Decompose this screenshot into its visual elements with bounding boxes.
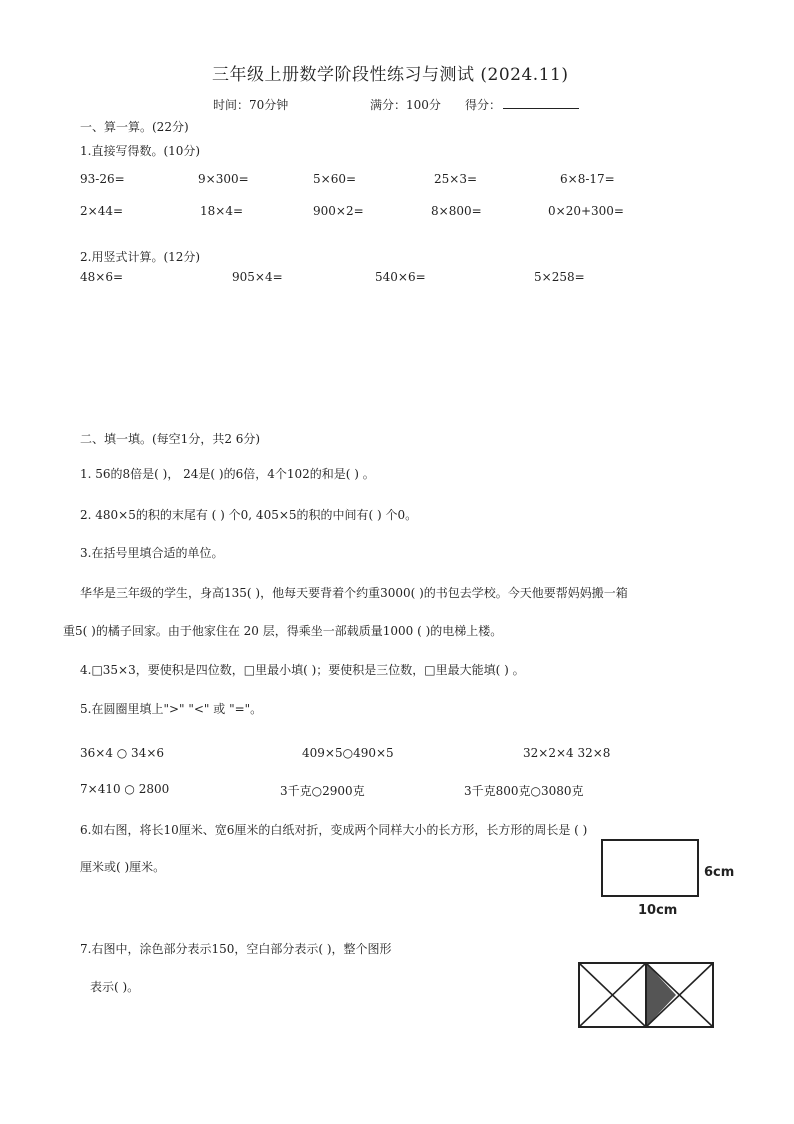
calc-item: 25×3=	[434, 172, 478, 186]
section2-q5-label: 5.在圆圈里填上">" "<" 或 "="。	[80, 702, 263, 716]
vertical-calc-item: 905×4=	[232, 270, 283, 284]
section2-heading: 二、填一填。(每空1分，共2 6分)	[80, 432, 261, 446]
section2-q4: 4.□35×3，要使积是四位数，□里最小填( )；要使积是三位数，□里最大能填( ) 。	[80, 663, 525, 677]
section2-q6-line1: 6.如右图，将长10厘米、宽6厘米的白纸对折，变成两个同样大小的长方形，长方形的周长是 ( )	[80, 823, 588, 837]
section2-q3-line1: 华华是三年级的学生，身高135( )，他每天要背着个约重3000( )的书包去学校。今天他要帮妈妈搬一箱	[80, 586, 628, 600]
section2-q7-line1: 7.右图中，涂色部分表示150，空白部分表示( )，整个图形	[80, 942, 392, 956]
calc-item: 8×800=	[431, 204, 482, 218]
section2-q7-line2: 表示( )。	[90, 980, 140, 994]
calc-item: 6×8-17=	[560, 172, 615, 186]
compare-item: 36×4 ○ 34×6	[80, 746, 165, 760]
section2-q3-label: 3.在括号里填合适的单位。	[80, 546, 224, 560]
calc-item: 93-26=	[80, 172, 125, 186]
score-field	[465, 96, 579, 113]
rectangle-width-label: 10cm	[638, 903, 678, 918]
section1-q2-label: 2.用竖式计算。(12分)	[80, 250, 201, 264]
page-title: 三年级上册数学阶段性练习与测试 (2024.11)	[212, 65, 569, 85]
vertical-calc-item: 540×6=	[375, 270, 426, 284]
calc-item: 900×2=	[313, 204, 364, 218]
section2-q1: 1. 56的8倍是( )， 24是( )的6倍，4个102的和是( ) 。	[80, 467, 375, 481]
calc-item: 2×44=	[80, 204, 124, 218]
vertical-calc-item: 5×258=	[534, 270, 585, 284]
score-label: 得分：	[465, 98, 502, 112]
calc-item: 9×300=	[198, 172, 249, 186]
calc-item: 18×4=	[200, 204, 244, 218]
compare-item: 3千克○2900克	[280, 784, 365, 798]
time-limit: 时间：70分钟	[213, 98, 289, 112]
section2-q3-line2: 重5( )的橘子回家。由于他家住在 20 层，得乘坐一部载质量1000 ( )的电梯上楼。	[63, 624, 503, 638]
section2-q6-line2: 厘米或( )厘米。	[80, 860, 166, 874]
shaded-figure	[574, 955, 720, 1037]
section2-q2: 2. 480×5的积的末尾有 ( ) 个0, 405×5的积的中间有( ) 个0。	[80, 508, 418, 522]
score-blank	[503, 97, 579, 109]
full-score: 满分：100分	[370, 98, 441, 112]
compare-item: 409×5○490×5	[302, 746, 394, 760]
rectangle-height-label: 6cm	[704, 865, 735, 880]
compare-item: 3千克800克○3080克	[464, 784, 584, 798]
calc-item: 0×20+300=	[548, 204, 624, 218]
shaded-triangle	[646, 963, 676, 1027]
rectangle-outline	[602, 840, 698, 896]
vertical-calc-item: 48×6=	[80, 270, 124, 284]
rectangle-figure	[598, 834, 748, 920]
section1-heading: 一、算一算。(22分)	[80, 120, 189, 134]
compare-item: 7×410 ○ 2800	[80, 782, 170, 796]
compare-item: 32×2×4 32×8	[523, 746, 611, 760]
calc-item: 5×60=	[313, 172, 357, 186]
section1-q1-label: 1.直接写得数。(10分)	[80, 144, 201, 158]
